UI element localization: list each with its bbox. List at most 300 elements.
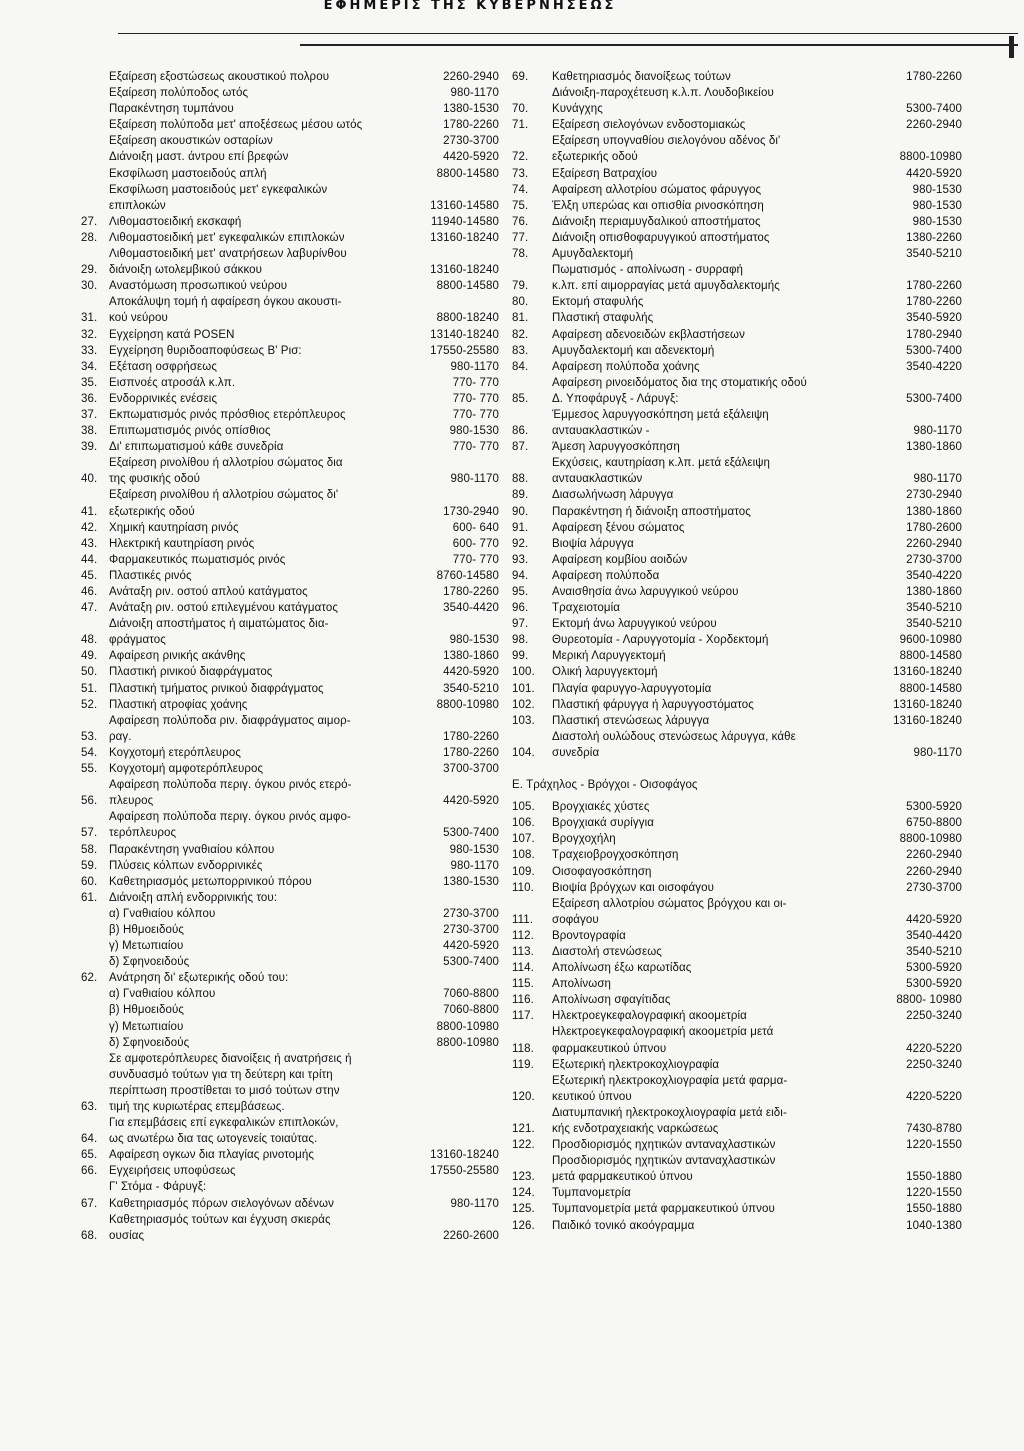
item-number: 51. (81, 682, 98, 695)
fee-row (81, 182, 499, 214)
item-number: 100. (512, 666, 535, 679)
item-number: 109. (512, 865, 535, 878)
fee-row (512, 230, 962, 246)
fee-range: 13140-18240 (430, 328, 499, 341)
fee-range: 3700-3700 (443, 763, 499, 776)
fee-range: 4420-5920 (443, 151, 499, 164)
fee-row (512, 831, 962, 847)
procedure-description: Πλαγία φαρυγγο-λαρυγγοτομία (552, 682, 712, 695)
fee-range: 4420-5920 (906, 167, 962, 180)
procedure-description: Βιοψία βρόγχων και οισοφάγου (552, 881, 714, 894)
item-number: 28. (81, 231, 98, 244)
fee-row (81, 487, 499, 519)
fee-range: 2260-2940 (906, 119, 962, 132)
procedure-description: Αφαίρεση ξένου σώματος (552, 521, 685, 534)
item-number: 104. (512, 746, 535, 759)
fee-row (81, 552, 499, 568)
fee-range: 13160-18240 (430, 264, 499, 277)
fee-range: 1550-1880 (906, 1171, 962, 1184)
item-number: 87. (512, 441, 529, 454)
item-number: 27. (81, 215, 98, 228)
procedure-description: Φαρμακευτικός πωματισμός ρινός (109, 553, 286, 566)
fee-range: 3540-5210 (906, 945, 962, 958)
item-number: 32. (81, 328, 98, 341)
fee-range: 2260-2600 (443, 1229, 499, 1242)
fee-row (512, 310, 962, 326)
item-number: 70. (512, 103, 529, 116)
fee-range: 8800-10980 (899, 833, 962, 846)
item-number: 73. (512, 167, 529, 180)
fee-range: 13160-18240 (893, 698, 962, 711)
procedure-description: Αμυγδαλεκτομή (552, 248, 634, 261)
procedure-description: Διατυμπανική ηλεκτροκοχλιογραφία μετά ειδι- κής ενδοτραχειακής ναρκώσεως (552, 1106, 787, 1135)
procedure-description: Παιδικό τονικό ακοόγραμμα (552, 1219, 695, 1232)
procedure-description: Θυρεοτομία - Λαρυγγοτομία - Χορδεκτομή (552, 634, 769, 647)
fee-row (512, 648, 962, 664)
fee-range: 770- 770 (452, 408, 499, 421)
fee-row (81, 1115, 499, 1147)
procedure-description: Έλξη υπερώας και οπισθία ρινοσκόπηση (552, 199, 764, 212)
procedure-description: Εκσφίλωση μαστοειδούς μετ' εγκεφαλικών επιπλοκών (109, 183, 328, 212)
fee-row (512, 1073, 962, 1105)
fee-range: 980-1170 (913, 746, 962, 759)
item-number: 90. (512, 505, 529, 518)
fee-range: 13160-18240 (893, 714, 962, 727)
procedure-description: Αναστόμωση προσωπικού νεύρου (109, 280, 288, 293)
fee-row (512, 520, 962, 536)
procedure-description: Πλαστικές ρινός (109, 569, 192, 582)
fee-row (81, 1196, 499, 1212)
item-number: 54. (81, 746, 98, 759)
procedure-description: Ενδορρινικές ενέσεις (109, 392, 218, 405)
fee-row (81, 761, 499, 777)
procedure-description: Εκσφίλωση μαστοειδούς απλή (109, 167, 267, 180)
fee-row (512, 600, 962, 616)
fee-row (512, 552, 962, 568)
fee-row (81, 278, 499, 294)
procedure-description: Εκτομή άνω λαρυγγικού νεύρου (552, 618, 717, 631)
item-number: 35. (81, 376, 98, 389)
procedure-description: Εξαίρεση σιελογόνων ενδοστομιακώς (552, 119, 746, 132)
fee-range: 1380-1860 (906, 441, 962, 454)
header-rule (118, 33, 1018, 34)
procedure-description: Οισοφαγοσκόπηση (552, 865, 652, 878)
fee-range: 980-1170 (450, 473, 499, 486)
fee-row (512, 584, 962, 600)
fee-row (512, 1105, 962, 1137)
item-number: 106. (512, 817, 535, 830)
procedure-description: Πλαστική τμήματος ρινικού διαφράγματος (109, 682, 324, 695)
fee-range: 1380-1860 (906, 505, 962, 518)
item-number: 68. (81, 1229, 98, 1242)
fee-row (512, 198, 962, 214)
fee-row (81, 664, 499, 680)
fee-range: 980-1170 (450, 859, 499, 872)
procedure-description: γ) Μετωπιαίου (109, 940, 184, 953)
fee-range: 980-1530 (912, 215, 962, 228)
procedure-description: Εξαίρεση αλλοτρίου σώματος βρόγχου και οι- σοφάγου (552, 897, 787, 926)
fee-row (81, 616, 499, 648)
item-number: 56. (81, 795, 98, 808)
fee-range: 980-1530 (449, 843, 499, 856)
fee-row (81, 149, 499, 165)
item-number: 78. (512, 248, 529, 261)
fee-range: 1780-2260 (906, 280, 962, 293)
fee-range: 770- 770 (452, 553, 499, 566)
fee-row (512, 568, 962, 584)
fee-range: 1380-1530 (443, 875, 499, 888)
fee-range: 980-1530 (912, 183, 962, 196)
item-number: 83. (512, 344, 529, 357)
item-number: 103. (512, 714, 535, 727)
item-number: 46. (81, 586, 98, 598)
procedure-description: Διαστολή στενώσεως (552, 945, 662, 958)
item-number: 62. (81, 972, 98, 985)
item-number: 39. (81, 441, 98, 454)
fee-range: 600- 640 (452, 521, 499, 534)
fee-range: 8800-14580 (436, 167, 499, 180)
fee-row (512, 1024, 962, 1056)
procedure-description: Παρακέντηση γναθιαίου κόλπου (109, 843, 275, 856)
fee-range: 1780-2600 (906, 521, 962, 534)
fee-range: 8800-18240 (436, 312, 499, 325)
fee-range: 2250-3240 (906, 1010, 962, 1023)
item-number: 113. (512, 945, 534, 958)
item-number: 110. (512, 881, 534, 894)
fee-row (81, 681, 499, 697)
fee-range: 4220-5220 (906, 1042, 962, 1055)
fee-range: 17550-25580 (430, 344, 499, 357)
item-number: 38. (81, 425, 98, 438)
fee-range: 4220-5220 (906, 1090, 962, 1103)
fee-range: 7430-8780 (906, 1123, 962, 1135)
procedure-description: Παρακέντηση ή διάνοιξη αποστήματος (552, 505, 751, 518)
item-number: 111. (512, 913, 534, 926)
fee-row (81, 809, 499, 841)
fee-row (512, 133, 962, 165)
procedure-description: Εξαίρεση πολύποδος ωτός (109, 87, 249, 100)
fee-row (81, 230, 499, 246)
fee-row (81, 423, 499, 439)
procedure-description: Εγχειρήσεις υποφύσεως (109, 1165, 236, 1178)
fee-row (512, 1185, 962, 1201)
fee-range: 8800-10980 (436, 1036, 499, 1049)
fee-row (512, 69, 962, 85)
fee-row (512, 960, 962, 976)
item-number: 122. (512, 1139, 535, 1152)
procedure-description: Διάνοιξη απλή ενδορρινικής του: (109, 891, 278, 904)
procedure-description: Αφαίρεση πολύποδα χοάνης (552, 360, 700, 373)
fee-range: 8800-14580 (436, 280, 499, 293)
item-number: 30. (81, 280, 98, 293)
fee-row (81, 1147, 499, 1163)
fee-row (81, 600, 499, 616)
fee-row (512, 504, 962, 520)
fee-range: 9600-10980 (899, 634, 962, 647)
fee-range: 8800-10980 (436, 1020, 499, 1033)
procedure-description: Ηλεκτροεγκεφαλογραφική ακοομετρία (552, 1010, 747, 1023)
procedure-description: Εξαίρεση πολύποδα μετ' αποξέσεως μέσου ωτός (109, 119, 363, 132)
fee-range: 5300-7400 (906, 392, 962, 405)
fee-row (512, 729, 962, 761)
fee-range: 1780-2260 (443, 746, 499, 759)
fee-row (512, 1201, 962, 1217)
procedure-description: β) Ηθμοειδούς (109, 923, 184, 936)
fee-range: 2730-2940 (906, 489, 962, 502)
item-number: 84. (512, 360, 529, 373)
left-column (81, 69, 499, 1244)
fee-row (81, 713, 499, 745)
fee-row (81, 648, 499, 664)
procedure-description: Εξαίρεση υπογναθίου σιελογόνου αδένος δι' εξωτερικής οδού (552, 135, 781, 164)
procedure-description: Εξαίρεση ακουστικών οσταρίων (109, 135, 273, 148)
item-number: 85. (512, 392, 529, 405)
fee-row (81, 133, 499, 149)
fee-range: 8800-14580 (899, 650, 962, 663)
fee-row (512, 343, 962, 359)
procedure-description: Γ' Στόμα - Φάρυγξ: (109, 1181, 207, 1194)
fee-range: 2250-3240 (906, 1058, 962, 1071)
item-number: 48. (81, 634, 98, 647)
procedure-description: Έμμεσος λαρυγγοσκόπηση μετά εξάλειψη ανταυακλαστικών - (552, 408, 769, 438)
fee-row (512, 327, 962, 343)
item-number: 94. (512, 569, 529, 582)
procedure-description: Αφαίρεση ρινοειδόματος δια της στοματικής οδού Δ. Υποφάρυγξ - Λάρυγξ: (552, 376, 807, 405)
procedure-description: Εξωτερική ηλεκτροκοχλιογραφία μετά φαρμα- κευτικού ύπνου (552, 1074, 788, 1103)
procedure-description: Τραχειοβρογχοσκόπηση (552, 849, 679, 862)
item-number: 53. (81, 730, 98, 743)
fee-range: 2260-2940 (906, 537, 962, 550)
fee-range: 3540-5210 (906, 602, 962, 615)
fee-range: 5300-7400 (906, 103, 962, 116)
fee-row (512, 1008, 962, 1024)
procedure-description: Αφαίρεση ρινικής ακάνθης (109, 650, 246, 663)
fee-row (81, 439, 499, 455)
fee-range: 4420-5920 (443, 666, 499, 679)
section-heading: Ε. Τράχηλος - Βρόγχοι - Οισοφάγος (512, 779, 698, 792)
fee-range: 980-1530 (912, 199, 962, 212)
procedure-description: Διασωλήνωση λάρυγγα (552, 489, 674, 502)
fee-range: 1780-2260 (906, 71, 962, 83)
procedure-description: Διάνοιξη περιαμυγδαλικού αποστήματος (552, 215, 761, 228)
right-column (512, 69, 962, 1234)
fee-row (512, 799, 962, 815)
fee-range: 1730-2940 (443, 505, 499, 518)
procedure-description: Εγχείρηση κατά POSEN (109, 328, 235, 341)
item-number: 36. (81, 392, 98, 405)
fee-range: 770- 770 (452, 392, 499, 405)
procedure-description: Αποκάλυψη τομή ή αφαίρεση όγκου ακουστι- κού νεύρου (109, 296, 342, 325)
procedure-description: α) Γναθιαίου κόλπου (109, 988, 216, 1001)
procedure-description: β) Ηθμοειδούς (109, 1004, 184, 1017)
procedure-description: Λιθομαστοειδική εκσκαφή (109, 215, 242, 228)
item-number: 86. (512, 425, 529, 438)
item-number: 99. (512, 650, 529, 663)
fee-range: 13160-18240 (430, 231, 499, 244)
fee-range: 770- 770 (452, 376, 499, 389)
fee-row (81, 246, 499, 278)
fee-row (512, 632, 962, 648)
corner-mark (1009, 36, 1014, 58)
fee-row (512, 697, 962, 713)
fee-range: 8800-14580 (899, 682, 962, 695)
procedure-description: Εξαίρεση ρινολίθου ή αλλοτρίου σώματος δι' εξωτερικής οδού (109, 489, 339, 518)
fee-row (512, 976, 962, 992)
procedure-description: Τυμπανομετρία μετά φαρμακευτικού ύπνου (552, 1203, 775, 1216)
fee-row (81, 520, 499, 536)
item-number: 63. (81, 1101, 98, 1113)
item-number: 49. (81, 650, 98, 663)
fee-row (512, 896, 962, 928)
procedure-description: Πλαστική ρινικού διαφράγματος (109, 666, 273, 679)
item-number: 98. (512, 634, 529, 647)
procedure-description: Αφαίρεση πολύποδα περιγ. όγκου ρινός αμφο- τερόπλευρος (109, 811, 351, 840)
procedure-description: Κογχοτομή ετερόπλευρος (109, 746, 241, 759)
procedure-description: Καθετηριασμός διανοίξεως τούτων (552, 71, 731, 83)
fee-range: 4420-5920 (906, 913, 962, 926)
procedure-description: Αφαίρεση κομβίου αοιδών (552, 553, 688, 566)
fee-row (81, 69, 499, 85)
fee-range: 1780-2260 (906, 296, 962, 309)
fee-row (512, 1153, 962, 1185)
item-number: 93. (512, 553, 529, 566)
procedure-description: Πωματισμός - απολίνωση - συρραφή κ.λπ. επί αιμορραγίας μετά αμυγδαλεκτομής (552, 264, 780, 293)
procedure-description: Εξαίρεση ρινολίθου ή αλλοτρίου σώματος δια της φυσικής οδού (109, 457, 343, 486)
procedure-description: Διάνοιξη αποστήματος ή αιματώματος δια- φράγματος (109, 618, 329, 647)
item-number: 42. (81, 521, 98, 534)
fee-row (81, 922, 499, 938)
item-number: 120. (512, 1090, 535, 1103)
procedure-description: Ανάτρηση δι' εξωτερικής οδού του: (109, 972, 289, 985)
procedure-description: Απολίνωση σφαγίτιδας (552, 994, 671, 1007)
item-number: 126. (512, 1219, 535, 1232)
item-number: 45. (81, 569, 98, 582)
item-number: 80. (512, 296, 529, 309)
item-number: 79. (512, 280, 529, 293)
fee-row (512, 294, 962, 310)
procedure-description: δ) Σφηνοειδούς (109, 1036, 190, 1049)
item-number: 37. (81, 408, 98, 421)
procedure-description: Λιθομαστοειδική μετ' ανατρήσεων λαβυρίνθου διάνοιξη ωτολεμβικού σάκκου (109, 248, 347, 277)
fee-row (81, 986, 499, 1002)
fee-row (512, 880, 962, 896)
item-number: 97. (512, 618, 529, 631)
fee-range: 5300-5920 (906, 801, 962, 814)
fee-row (512, 928, 962, 944)
fee-range: 3540-4220 (906, 569, 962, 582)
fee-range: 1220-1550 (906, 1139, 962, 1152)
procedure-description: Αφαίρεση πολύποδα (552, 569, 660, 582)
procedure-description: Αφαίρεση πολύποδα περιγ. όγκου ρινός ετερό- πλευρος (109, 779, 352, 808)
procedure-description: Εξωτερική ηλεκτροκοχλιογραφία (552, 1058, 720, 1071)
fee-range: 3540-4420 (906, 929, 962, 942)
procedure-description: Μερική Λαρυγγεκτομή (552, 650, 666, 663)
procedure-description: Βρογχιακές χύστες (552, 801, 650, 814)
item-number: 116. (512, 994, 534, 1007)
item-number: 108. (512, 849, 535, 862)
fee-row (81, 294, 499, 326)
item-number: 121. (512, 1123, 535, 1135)
fee-range: 1780-2260 (443, 730, 499, 743)
fee-range: 3540-5210 (443, 682, 499, 695)
item-number: 124. (512, 1187, 535, 1200)
fee-range: 980-1170 (450, 360, 499, 373)
fee-row (512, 182, 962, 198)
item-number: 107. (512, 833, 535, 846)
procedure-description: Επιπωματισμός ρινός οπίσθιος (109, 425, 271, 438)
procedure-description: Χημική καυτηρίαση ρινός (109, 521, 239, 534)
fee-range: 5300-7400 (443, 956, 499, 969)
fee-range: 4420-5920 (443, 795, 499, 808)
item-number: 96. (512, 602, 529, 615)
procedure-description: Βροντογραφία (552, 929, 626, 942)
item-number: 125. (512, 1203, 535, 1216)
item-number: 59. (81, 859, 98, 872)
item-number: 33. (81, 344, 98, 357)
item-number: 57. (81, 827, 98, 840)
fee-range: 1040-1380 (906, 1219, 962, 1232)
fee-range: 8800- 10980 (896, 994, 962, 1007)
item-number: 44. (81, 553, 98, 566)
item-number: 76. (512, 215, 529, 228)
procedure-description: Παρακέντηση τυμπάνου (109, 103, 234, 116)
fee-row (81, 85, 499, 101)
procedure-description: Εγχείρηση θυριδοαποφύσεως Β' Ρισ: (109, 344, 302, 357)
fee-range: 11940-14580 (430, 215, 499, 228)
fee-range: 1550-1880 (906, 1203, 962, 1216)
procedure-description: Ηλεκτρική καυτηρίαση ρινός (109, 537, 255, 550)
item-number: 115. (512, 978, 534, 991)
fee-range: 980-1170 (913, 425, 962, 438)
fee-row (512, 246, 962, 262)
procedure-description: Βρογχοχήλη (552, 833, 616, 846)
fee-range: 770- 770 (452, 441, 499, 454)
procedure-description: Ηλεκτροεγκεφαλογραφική ακοομετρία μετά φαρμακευτικού ύπνου (552, 1026, 774, 1055)
fee-row (512, 536, 962, 552)
procedure-description: Αφαίρεση πολύποδα ριν. διαφράγματος αιμορ- ραγ. (109, 714, 351, 743)
fee-row (81, 874, 499, 890)
item-number: 114. (512, 962, 534, 975)
item-number: 41. (81, 505, 98, 518)
fee-range: 1380-1860 (906, 586, 962, 598)
fee-range: 4420-5920 (443, 940, 499, 953)
fee-range: 2730-3700 (443, 135, 499, 148)
item-number: 65. (81, 1149, 98, 1162)
item-number: 50. (81, 666, 98, 679)
fee-range: 13160-18240 (430, 1149, 499, 1162)
fee-row (512, 713, 962, 729)
procedure-description: Ολική λαρυγγεκτομή (552, 666, 658, 679)
fee-range: 3540-4420 (443, 602, 499, 615)
fee-row (512, 439, 962, 455)
item-number: 82. (512, 328, 529, 341)
procedure-description: Εξέταση οσφρήσεως (109, 360, 217, 373)
fee-row (512, 407, 962, 439)
fee-row (512, 616, 962, 632)
fee-range: 2730-3700 (443, 923, 499, 936)
item-number: 75. (512, 199, 529, 212)
item-number: 88. (512, 473, 529, 486)
item-number: 43. (81, 537, 98, 550)
procedure-description: γ) Μετωπιαίου (109, 1020, 184, 1033)
fee-range: 1780-2260 (443, 119, 499, 132)
fee-row (512, 359, 962, 375)
procedure-description: Προσδιορισμός ηχητικών ανταναχλαστικών (552, 1139, 776, 1152)
fee-range: 1780-2940 (906, 328, 962, 341)
item-number: 105. (512, 801, 535, 814)
fee-row (512, 944, 962, 960)
item-number: 102. (512, 698, 535, 711)
